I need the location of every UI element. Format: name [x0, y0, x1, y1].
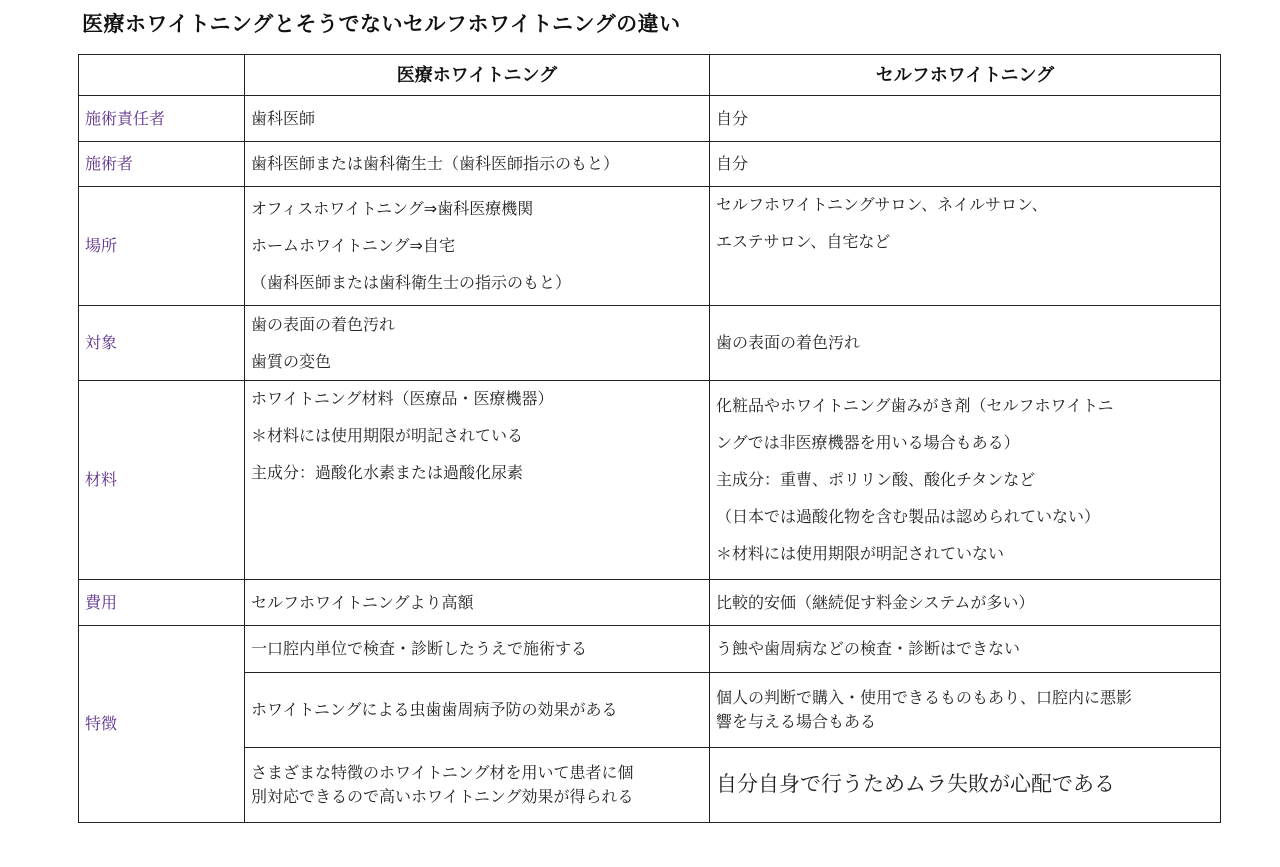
- cell-line: セルフホワイトニングより高額: [251, 592, 474, 612]
- row-label-practitioner: 施術者: [79, 142, 245, 187]
- cell-line: 比較的安価（継続促す料金システムが多い）: [716, 592, 1035, 612]
- cell-medical-feature-1: [245, 626, 710, 673]
- cell-line: 個人の判断で購入・使用できるものもあり、口腔内に悪影: [716, 688, 1133, 707]
- cell-line: 歯質の変色: [251, 351, 332, 371]
- cell-self-place: [710, 187, 1221, 306]
- table-row: [79, 96, 1221, 142]
- cell-self-feature-2: [710, 673, 1221, 748]
- cell-line: ホワイトニングによる虫歯歯周病予防の効果がある: [251, 700, 618, 719]
- cell-self-target: [710, 306, 1221, 381]
- table-row: [79, 580, 1221, 626]
- cell-medical-responsible: [245, 96, 710, 142]
- cell-medical-feature-2: [245, 673, 710, 748]
- cell-line: 別対応できるので高いホワイトニング効果が得られる: [251, 787, 634, 806]
- cell-line: さまざまな特徴のホワイトニング材を用いて患者に個: [251, 763, 634, 782]
- page-title: 医療ホワイトニングとそうでないセルフホワイトニングの違い: [82, 12, 681, 36]
- row-label-target: 対象: [79, 306, 245, 381]
- cell-line: エステサロン、自宅など: [716, 232, 891, 251]
- cell-medical-material: [245, 381, 710, 580]
- cell-self-responsible: [710, 96, 1221, 142]
- table-row: [79, 673, 1221, 748]
- table-row: [79, 306, 1221, 381]
- cell-line: ングでは非医療機器を用いる場合もある）: [716, 433, 1020, 452]
- cell-line: 化粧品やホワイトニング歯みがき剤（セルフホワイトニ: [716, 396, 1114, 415]
- cell-line: ＊材料には使用期限が明記されている: [251, 426, 524, 445]
- row-label-cost: 費用: [79, 580, 245, 626]
- cell-self-cost: [710, 580, 1221, 626]
- cell-medical-place: [245, 187, 710, 306]
- cell-medical-target: [245, 306, 710, 381]
- row-label-responsible: 施術責任者: [79, 96, 245, 142]
- table-row: [79, 187, 1221, 306]
- table-row: [79, 626, 1221, 673]
- cell-line: 歯の表面の着色汚れ: [251, 314, 396, 334]
- cell-line: 一口腔内単位で検査・診断したうえで施術する: [251, 639, 588, 658]
- cell-self-feature-1: [710, 626, 1221, 673]
- row-label-features: 特徴: [79, 626, 245, 823]
- cell-line: ＊材料には使用期限が明記されていない: [716, 544, 1005, 563]
- comparison-table: [78, 54, 1221, 823]
- cell-line: 響を与える場合もある: [716, 712, 877, 731]
- table-row: [79, 381, 1221, 580]
- cell-line: 歯科医師または歯科衛生士（歯科医師指示のもと）: [251, 154, 620, 173]
- cell-line: 主成分：重曹、ポリリン酸、酸化チタンなど: [716, 470, 1036, 489]
- table-row: [79, 142, 1221, 187]
- cell-line: オフィスホワイトニング⇒歯科医療機関: [251, 199, 534, 218]
- header-blank: [79, 55, 245, 96]
- cell-self-practitioner: [710, 142, 1221, 187]
- cell-self-material: [710, 381, 1221, 580]
- table-header-row: [79, 55, 1221, 96]
- cell-line: ホワイトニング材料（医療品・医療機器）: [251, 389, 554, 408]
- cell-medical-feature-3: [245, 748, 710, 823]
- cell-line: 歯の表面の着色汚れ: [716, 333, 861, 352]
- cell-medical-cost: [245, 580, 710, 626]
- header-self: セルフホワイトニング: [710, 55, 1221, 96]
- cell-medical-practitioner: [245, 142, 710, 187]
- cell-line: 自分: [716, 154, 749, 173]
- cell-line: 自分自身で行うためムラ失敗が心配である: [716, 772, 1115, 797]
- row-label-place: 場所: [79, 187, 245, 306]
- header-medical: 医療ホワイトニング: [245, 55, 710, 96]
- cell-line: 歯科医師: [251, 108, 316, 128]
- table-row: [79, 748, 1221, 823]
- cell-line: （歯科医師または歯科衛生士の指示のもと）: [251, 273, 572, 292]
- cell-line: 自分: [716, 108, 749, 128]
- cell-line: セルフホワイトニングサロン、ネイルサロン、: [716, 195, 1048, 214]
- cell-line: う蝕や歯周病などの検査・診断はできない: [716, 639, 1021, 658]
- row-label-material: 材料: [79, 381, 245, 580]
- cell-line: （日本では過酸化物を含む製品は認められていない）: [716, 507, 1101, 526]
- cell-self-feature-3: [710, 748, 1221, 823]
- cell-line: ホームホワイトニング⇒自宅: [251, 236, 455, 255]
- cell-line: 主成分：過酸化水素または過酸化尿素: [251, 463, 524, 482]
